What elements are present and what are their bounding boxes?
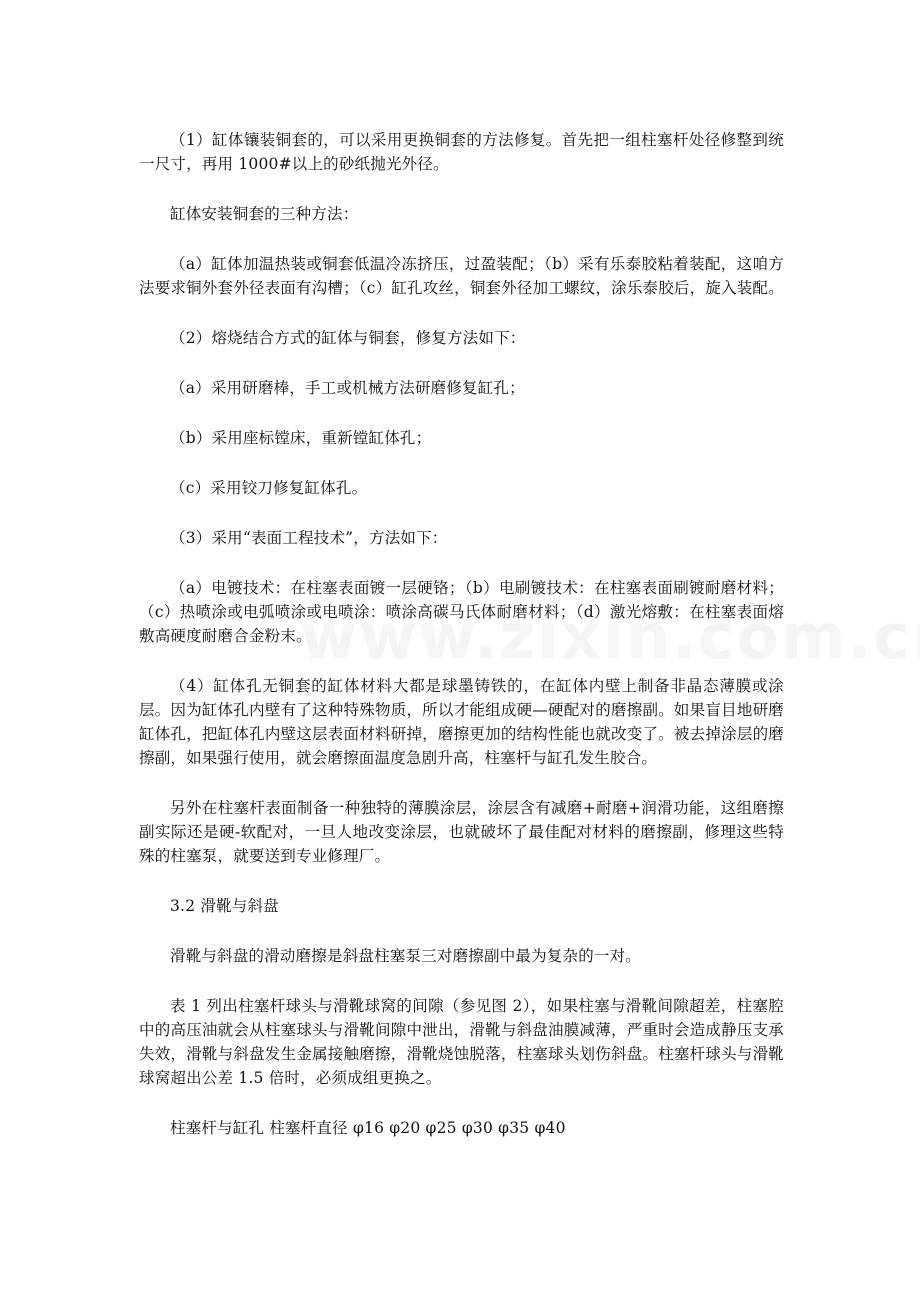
paragraph-7: （c）采用铰刀修复缸体孔。 [170,479,368,497]
paragraph-11: 另外在柱塞杆表面制备一种独特的薄膜涂层，涂层含有减磨+耐磨+润滑功能，这组磨擦副实际还是硬-软配对，一旦人地改变涂层，也就破坏了最佳配对材料的磨擦副，修理这些特殊的柱塞泵，就要送到专业修理厂。 [139,799,784,865]
paragraph-6: （b）采用座标镗床，重新镗缸体孔； [170,429,432,447]
paragraph-5: （a）采用研磨棒，手工或机械方法研磨修复缸孔； [170,379,525,397]
paragraph-1: （1）缸体镶装铜套的，可以采用更换铜套的方法修复。首先把一组柱塞杆处径修整到统一尺寸，再用 1000#以上的砂纸抛光外径。 [139,131,784,173]
paragraph-13: 滑靴与斜盘的滑动磨擦是斜盘柱塞泵三对磨擦副中最为复杂的一对。 [170,947,642,965]
paragraph-9: （a）电镀技术：在柱塞表面镀一层硬铬；（b）电刷镀技术：在柱塞表面刷镀耐磨材料；（c）热喷涂或电弧喷涂或电喷涂：喷涂高碳马氏体耐磨材料；（d）激光熔敷：在柱塞表面熔敷高硬度耐磨合金粉末。 [139,579,784,645]
paragraph-2: 缸体安装铜套的三种方法： [170,205,359,223]
paragraph-3: （a）缸体加温热装或铜套低温冷冻挤压，过盈装配；（b）采有乐泰胶粘着装配，这咱方法要求铜外套外径表面有沟槽；（c）缸孔攻丝，铜套外径加工螺纹，涂乐泰胶后，旋入装配。 [139,255,784,297]
table-caption-line: 柱塞杆与缸孔 柱塞杆直径 φ16 φ20 φ25 φ30 φ35 φ40 [170,1119,566,1137]
paragraph-10: （4）缸体孔无铜套的缸体材料大都是球墨铸铁的，在缸体内壁上制备非晶态薄膜或涂层。因为缸体孔内壁有了这种特殊物质，所以才能组成硬—硬配对的磨擦副。如果盲目地研磨缸体孔，把缸体孔内壁这层表面材料研掉，磨擦更加的结构性能也就改变了。被去掉涂层的磨擦副，如果强行使用，就会磨擦面温度急剧升高，柱塞杆与缸孔发生胶合。 [139,677,784,767]
section-heading: 3.2 滑靴与斜盘 [170,897,279,915]
paragraph-4: （2）熔烧结合方式的缸体与铜套，修复方法如下： [170,329,526,347]
document-body [139,128,784,1166]
paragraph-8: （3）采用“表面工程技术”，方法如下： [170,529,448,547]
paragraph-14: 表 1 列出柱塞杆球头与滑靴球窝的间隙（参见图 2），如果柱塞与滑靴间隙超差，柱塞腔中的高压油就会从柱塞球头与滑靴间隙中泄出，滑靴与斜盘油膜减薄，严重时会造成静压支承失效，滑靴与斜盘发生金属接触磨擦，滑靴烧蚀脱落，柱塞球头划伤斜盘。柱塞杆球头与滑靴球窝超出公差 1.5 倍时，必须成组更换之。 [139,997,784,1087]
